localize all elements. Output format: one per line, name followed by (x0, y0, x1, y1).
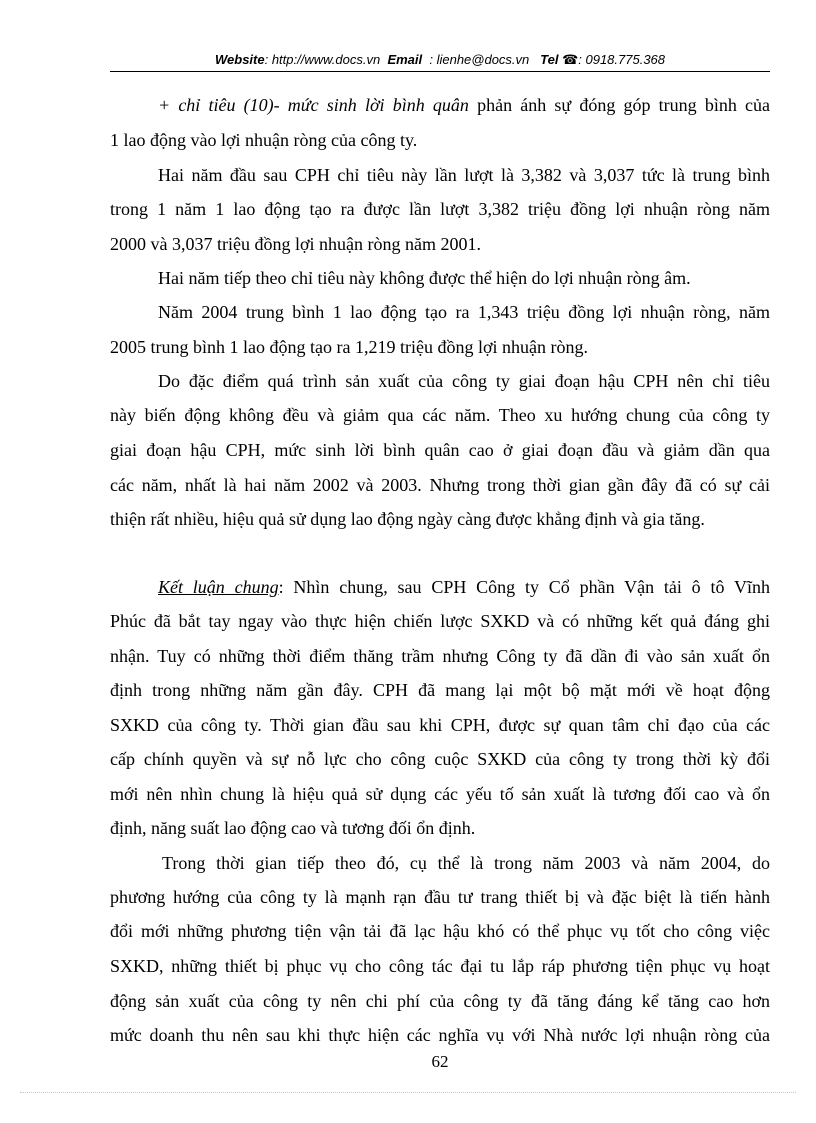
page-bottom-border (20, 1092, 796, 1093)
text-line: 1 lao động vào lợi nhuận ròng của công ty. (110, 130, 418, 150)
conclusion-heading: Kết luận chung (158, 577, 279, 597)
email-label: Email (387, 52, 423, 67)
tel-value: : 0918.775.368 (578, 52, 666, 67)
text-line: 2005 trung bình 1 lao động tạo ra 1,219 triệu đồng lợi nhuận ròng. (110, 337, 588, 357)
text-line: mức doanh thu nên sau khi thực hiện các nghĩa vụ với Nhà nước lợi nhuận ròng của (110, 1025, 770, 1045)
text-line: giai đoạn hậu CPH, mức sinh lời bình quân cao ở giai đoạn đầu và giảm dần qua (110, 440, 770, 460)
text-line: Hai năm tiếp theo chỉ tiêu này không được thể hiện do lợi nhuận ròng âm. (158, 268, 691, 288)
text-line: định, năng suất lao động cao và tương đối ổn định. (110, 818, 476, 838)
text-span: phản ánh sự đóng góp trung bình của (468, 95, 770, 115)
text-line: phương hướng của công ty là mạnh rạn đầu tư trang thiết bị và đặc biệt là tiến hành (110, 887, 770, 907)
text-line: Do đặc điểm quá trình sản xuất của công ty giai đoạn hậu CPH nên chỉ tiêu (158, 371, 770, 391)
page-header (110, 52, 770, 68)
text-line: 2000 và 3,037 triệu đồng lợi nhuận ròng năm 2001. (110, 234, 481, 254)
text-line: trong 1 năm 1 lao động tạo ra được lần lượt 3,382 triệu đồng lợi nhuận ròng năm (110, 199, 770, 219)
text-line: nhận. Tuy có những thời điểm thăng trầm nhưng Công ty đã dần đi vào sản xuất ổn (110, 646, 770, 666)
text-line (110, 94, 770, 116)
text-line: Phúc đã bắt tay ngay vào thực hiện chiến lược SXKD và có những kết quả đáng ghi (110, 611, 770, 631)
text-line: các năm, nhất là hai năm 2002 và 2003. Nhưng trong thời gian gần đây đã có sự cải (110, 475, 770, 495)
website-label: Website (214, 52, 265, 67)
text-line: Trong thời gian tiếp theo đó, cụ thể là trong năm 2003 và năm 2004, do (162, 853, 770, 873)
tel-label: Tel (540, 52, 559, 67)
text-line (110, 576, 770, 598)
indicator-title: + chỉ tiêu (10)- mức sinh lời bình quân (158, 95, 469, 115)
text-line: mới nên nhìn chung là hiệu quả sử dụng các yếu tố sản xuất là tương đối cao và ổn (110, 784, 770, 804)
email-value: : lienhe@docs.vn (429, 52, 530, 67)
text-line: Hai năm đầu sau CPH chỉ tiêu này lần lượt là 3,382 và 3,037 tức là trung bình (158, 165, 770, 185)
text-span: : Nhìn chung, sau CPH Công ty Cổ phần Vận tải ô tô Vĩnh (278, 577, 770, 597)
phone-icon: ☎ (562, 52, 579, 67)
text-line: Năm 2004 trung bình 1 lao động tạo ra 1,343 triệu đồng lợi nhuận ròng, năm (158, 302, 770, 322)
text-line: cấp chính quyền và sự nỗ lực cho công cuộc SXKD của công ty trong thời kỳ đổi (110, 749, 770, 769)
text-line: SXKD, những thiết bị phục vụ cho công tác đại tu lắp ráp phương tiện phục vụ hoạt (110, 956, 770, 976)
text-line: định trong những năm gần đây. CPH đã mang lại một bộ mặt mới về hoạt động (110, 680, 770, 700)
text-line: thiện rất nhiều, hiệu quả sử dụng lao động ngày càng được khẳng định và gia tăng. (110, 509, 705, 529)
text-line: động sản xuất của công ty nên chi phí của công ty đã tăng đáng kể tăng cao hơn (110, 991, 770, 1011)
text-line: đổi mới những phương tiện vận tải đã lạc hậu khó có thể phục vụ tốt cho công việc (110, 921, 770, 941)
page-number: 62 (431, 1052, 449, 1071)
text-line: SXKD của công ty. Thời gian đầu sau khi CPH, được sự quan tâm chỉ đạo của các (110, 715, 770, 735)
text-line: này biến động không đều và giảm qua các năm. Theo xu hướng chung của công ty (110, 405, 770, 425)
header-divider (110, 71, 770, 72)
website-url: : http://www.docs.vn (264, 52, 381, 67)
